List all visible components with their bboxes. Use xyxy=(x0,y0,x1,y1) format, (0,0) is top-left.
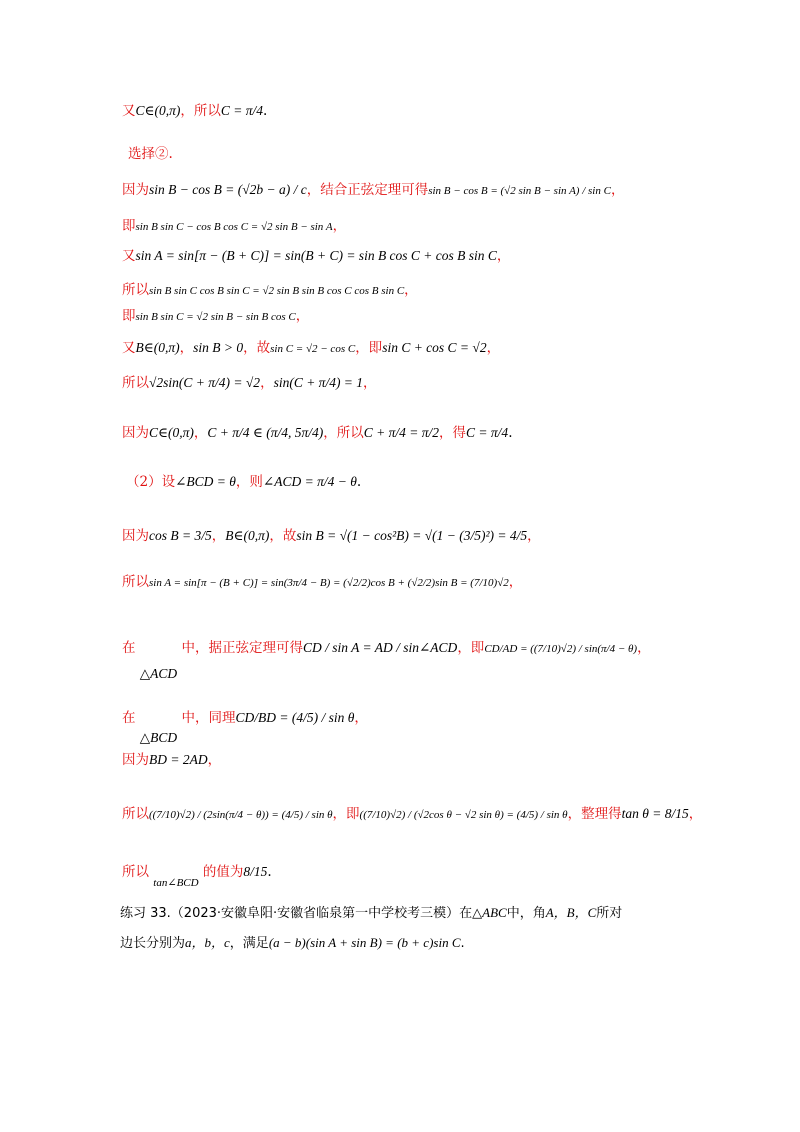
math-expression: sin B sin C = √2 sin B − sin B cos C xyxy=(135,311,296,323)
punctuation: . xyxy=(356,474,362,490)
text: 即 xyxy=(122,308,136,324)
text: 的值为 xyxy=(202,864,244,880)
exercise-text: 中，角 xyxy=(506,906,546,921)
text: 因为 xyxy=(122,425,149,441)
line-2 xyxy=(128,146,760,162)
text: 因为 xyxy=(122,528,149,544)
math-expression: △BCD xyxy=(139,730,178,745)
text: 又 xyxy=(122,340,136,356)
exercise-text: ，满足 xyxy=(229,936,269,951)
text: ，即 xyxy=(332,806,360,822)
line-8 xyxy=(122,340,760,356)
line-12 xyxy=(122,528,760,544)
punctuation: ， xyxy=(508,574,523,590)
text: 因为 xyxy=(122,752,149,768)
punctuation: . xyxy=(267,864,272,880)
math-expression: ∠ACD = π/4 − θ xyxy=(262,474,357,489)
math-expression: A，B，C xyxy=(545,905,597,920)
punctuation: ， xyxy=(332,218,347,234)
line-7 xyxy=(122,308,760,324)
text: ，故 xyxy=(243,340,271,356)
math-expression: sin B = √(1 − cos²B) = √(1 − (3/5)²) = 4/5 xyxy=(296,528,528,543)
line-17 xyxy=(122,806,760,822)
line-9 xyxy=(122,375,760,391)
math-expression: △ACD xyxy=(139,666,178,681)
text: ，故 xyxy=(269,528,297,544)
text: 中，同理 xyxy=(181,710,236,726)
text: 又 xyxy=(122,103,136,119)
math-expression: √2sin(C + π/4) = √2 xyxy=(149,375,261,390)
math-expression: C∈(0,π) xyxy=(135,103,181,118)
math-expression: sin A = sin[π − (B + C)] = sin(3π/4 − B) = (√2/2)cos B + (√2/2)sin B = (7/10)√2 xyxy=(149,577,509,589)
text: ， xyxy=(179,340,194,356)
math-expression: C = π/4 xyxy=(466,425,509,440)
math-expression: sin B > 0 xyxy=(193,340,244,355)
math-expression: B∈(0,π) xyxy=(135,340,180,355)
punctuation: ， xyxy=(688,806,703,822)
text: ，所以 xyxy=(323,425,364,441)
text: 又 xyxy=(122,248,136,264)
line-5 xyxy=(122,248,760,264)
line-3 xyxy=(122,182,760,198)
punctuation: ， xyxy=(496,248,511,264)
math-expression: CD/BD = (4/5) / sin θ xyxy=(235,710,355,725)
text: 所以 xyxy=(122,806,149,822)
line-10 xyxy=(122,425,760,441)
line-14 xyxy=(122,640,760,681)
text: 选择②. xyxy=(128,146,173,162)
text: ，即 xyxy=(457,640,485,656)
text: 在 xyxy=(122,640,136,656)
punctuation: ， xyxy=(354,710,368,726)
math-expression: a，b，c xyxy=(185,935,230,950)
math-expression: △ABC xyxy=(472,905,507,920)
text: 所以 xyxy=(122,282,149,298)
math-expression: B∈(0,π) xyxy=(225,528,270,543)
exercise-line-2 xyxy=(120,935,760,952)
text: 中，据正弦定理可得 xyxy=(181,640,303,656)
punctuation: ， xyxy=(207,752,222,768)
exercise-text: 边长分别为 xyxy=(120,936,186,951)
punctuation: . xyxy=(508,425,513,441)
math-expression: C + π/4 ∈ (π/4, 5π/4) xyxy=(207,425,324,440)
math-expression: 8/15 xyxy=(243,864,268,879)
math-expression: ((7/10)√2) / (√2cos θ − √2 sin θ) = (4/5) / sin θ xyxy=(359,809,568,821)
math-expression: sin A = sin[π − (B + C)] = sin(B + C) = sin B cos C + cos B sin C xyxy=(135,248,497,263)
text: ，得 xyxy=(439,425,467,441)
text: （2）设 xyxy=(126,474,176,490)
math-expression: sin B − cos B = (√2 sin B − sin A) / sin C xyxy=(428,185,611,197)
math-expression: sin C + cos C = √2 xyxy=(382,340,487,355)
math-expression: sin C = √2 − cos C xyxy=(270,343,356,355)
math-expression: tan θ = 8/15 xyxy=(621,806,689,821)
math-expression: ((7/10)√2) / (2sin(π/4 − θ)) = (4/5) / sin θ xyxy=(149,809,333,821)
text: 所以 xyxy=(122,375,149,391)
punctuation: ， xyxy=(610,182,625,198)
math-expression: CD / sin A = AD / sin∠ACD xyxy=(302,640,458,655)
exercise-text: 所对 xyxy=(596,906,623,921)
text: ， xyxy=(211,528,226,544)
text: 在 xyxy=(122,710,136,726)
punctuation: ， xyxy=(527,528,541,544)
exercise-text: 练习 33.（2023·安徽阜阳·安徽省临泉第一中学校考三模）在 xyxy=(120,906,473,921)
line-4 xyxy=(122,218,760,234)
punctuation: . xyxy=(263,103,268,119)
math-expression: tan∠BCD xyxy=(153,877,199,889)
text: ， xyxy=(260,375,274,391)
punctuation: ， xyxy=(363,375,377,391)
text: ， xyxy=(193,425,208,441)
punctuation: ， xyxy=(637,640,651,656)
math-expression: CD/AD = ((7/10)√2) / sin(π/4 − θ) xyxy=(484,643,638,655)
line-1 xyxy=(122,103,760,119)
math-expression: sin B sin C − cos B cos C = √2 sin B − sin A xyxy=(135,221,333,233)
text: 即 xyxy=(122,218,136,234)
exercise-line-1 xyxy=(120,905,760,922)
math-expression: C + π/4 = π/2 xyxy=(363,425,440,440)
line-13 xyxy=(122,574,760,590)
line-6 xyxy=(122,282,760,298)
punctuation: . xyxy=(460,936,465,951)
math-expression: cos B = 3/5 xyxy=(149,528,212,543)
text: 因为 xyxy=(122,182,149,198)
line-11 xyxy=(126,474,760,490)
text: ，所以 xyxy=(180,103,221,119)
text: ，整理得 xyxy=(567,806,622,822)
text: 所以 xyxy=(122,574,149,590)
punctuation: ， xyxy=(404,282,418,298)
text: 所以 xyxy=(122,864,149,880)
line-16 xyxy=(122,752,760,768)
punctuation: ， xyxy=(486,340,501,356)
math-expression: (a − b)(sin A + sin B) = (b + c)sin C xyxy=(268,935,461,950)
math-expression: sin B sin C cos B sin C = √2 sin B sin B cos C cos B sin C xyxy=(149,285,405,297)
text: ，即 xyxy=(355,340,383,356)
math-expression: BD = 2AD xyxy=(149,752,208,767)
math-expression: C = π/4 xyxy=(220,103,264,118)
math-expression: sin B − cos B = (√2b − a) / c xyxy=(149,182,307,197)
line-15 xyxy=(122,710,760,745)
punctuation: ， xyxy=(295,308,310,324)
math-expression: C∈(0,π) xyxy=(149,425,194,440)
math-expression: sin(C + π/4) = 1 xyxy=(273,375,364,390)
text: ，结合正弦定理可得 xyxy=(306,182,429,198)
text: ，则 xyxy=(235,474,263,490)
math-expression: ∠BCD = θ xyxy=(175,474,236,489)
